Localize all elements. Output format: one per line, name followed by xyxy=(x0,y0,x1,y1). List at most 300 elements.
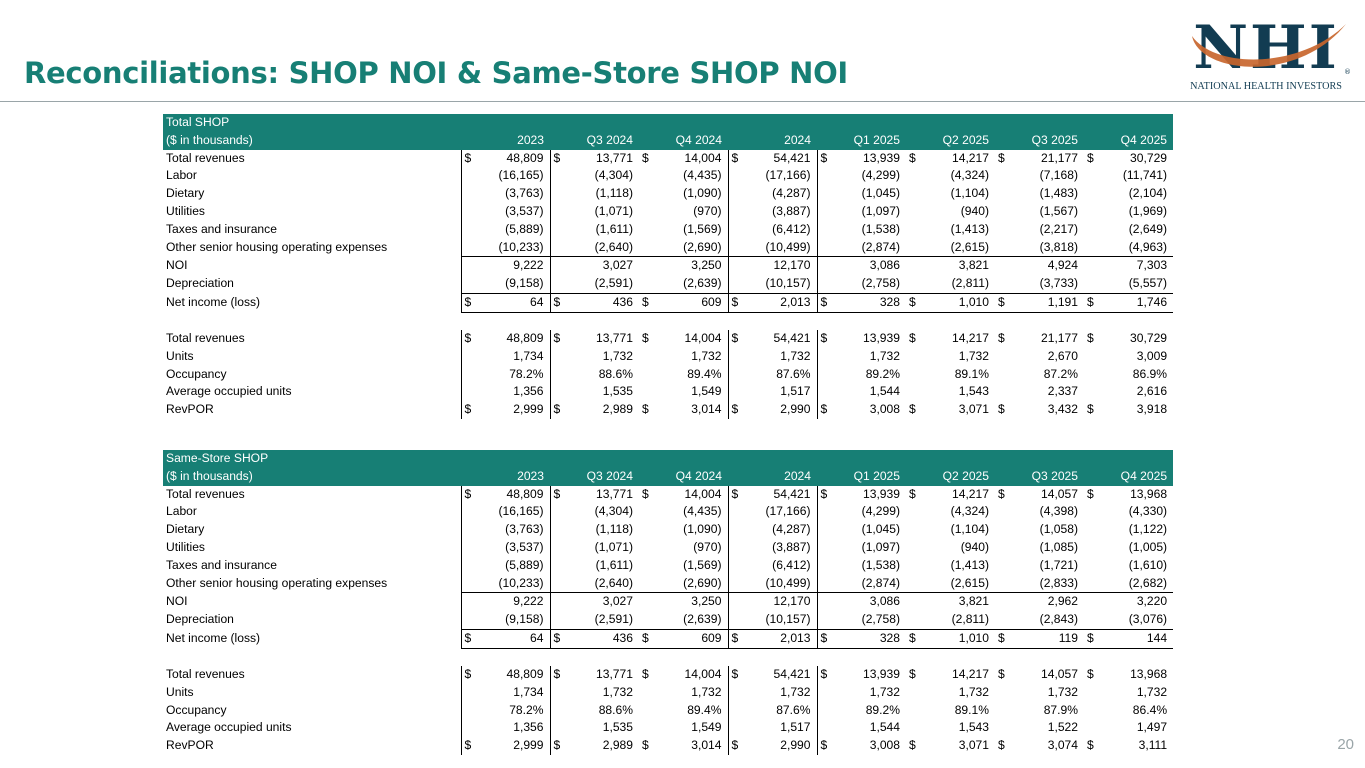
cell-value: 1,535 xyxy=(602,384,633,399)
currency-symbol: $ xyxy=(998,486,1005,501)
table-row xyxy=(163,257,1173,275)
table-cell xyxy=(639,737,728,755)
cell-value: (940) xyxy=(960,539,989,554)
table-cell xyxy=(1084,383,1173,401)
cell-value: 30,729 xyxy=(1130,150,1168,165)
cell-value: (4,299) xyxy=(861,168,900,183)
table-cell xyxy=(639,521,728,539)
table-cell xyxy=(906,203,995,221)
table-cell xyxy=(461,648,550,666)
row-label: Total revenues xyxy=(166,331,245,346)
table-cell xyxy=(550,521,639,539)
table-cell xyxy=(995,401,1084,419)
table-cell xyxy=(906,557,995,575)
table-cell xyxy=(995,383,1084,401)
table-cell xyxy=(550,167,639,185)
cell-value: (4,435) xyxy=(683,504,722,519)
cell-value: 1,497 xyxy=(1136,720,1168,735)
cell-value: (3,887) xyxy=(772,203,811,218)
cell-value: 3,009 xyxy=(1136,348,1168,363)
currency-symbol: $ xyxy=(998,630,1005,645)
cell-value: 3,008 xyxy=(869,738,900,753)
cell-value: (1,058) xyxy=(1039,522,1078,537)
cell-value: (1,538) xyxy=(861,221,900,236)
currency-symbol: $ xyxy=(909,402,916,417)
row-label: Other senior housing operating expenses xyxy=(166,575,388,590)
cell-value: (7,168) xyxy=(1039,168,1078,183)
cell-value: (3,763) xyxy=(505,186,544,201)
column-header: Q2 2025 xyxy=(906,132,995,150)
cell-value: (1,611) xyxy=(595,221,633,236)
cell-value: 89.1% xyxy=(954,702,989,717)
cell-value: 3,014 xyxy=(691,738,722,753)
table-cell xyxy=(728,557,817,575)
table-cell xyxy=(461,366,550,384)
table-cell xyxy=(1084,348,1173,366)
table-cell xyxy=(817,684,906,702)
cell-value: 1,543 xyxy=(958,384,989,399)
table-cell xyxy=(1084,611,1173,629)
table-cell xyxy=(906,257,995,275)
cell-value: (4,398) xyxy=(1039,504,1078,519)
cell-value: 13,771 xyxy=(596,150,633,165)
currency-symbol: $ xyxy=(553,738,561,753)
table-row xyxy=(163,221,1173,239)
row-label: Depreciation xyxy=(166,612,234,627)
currency-symbol: $ xyxy=(553,150,561,165)
cell-value: (3,537) xyxy=(505,203,544,218)
table-cell xyxy=(728,611,817,629)
cell-value: (11,741) xyxy=(1122,168,1168,183)
table-cell xyxy=(817,521,906,539)
table-cell xyxy=(995,293,1084,312)
row-label xyxy=(163,312,461,330)
table-cell xyxy=(1084,702,1173,720)
table-cell xyxy=(728,521,817,539)
cell-value: (1,045) xyxy=(861,522,900,537)
table-cell xyxy=(728,366,817,384)
table-cell xyxy=(906,593,995,611)
page-number: 20 xyxy=(1337,736,1354,753)
table-cell xyxy=(550,185,639,203)
table-cell xyxy=(461,383,550,401)
cell-value: (2,591) xyxy=(594,276,633,291)
table-cell xyxy=(817,330,906,348)
row-label: Total revenues xyxy=(166,667,245,682)
table-cell xyxy=(461,486,550,504)
currency-symbol: $ xyxy=(731,150,739,165)
table-cell xyxy=(906,312,995,330)
cell-value: 436 xyxy=(612,630,633,645)
table-header-title-row xyxy=(163,450,1173,468)
cell-value: 1,732 xyxy=(602,684,633,699)
column-header: Q4 2025 xyxy=(1084,132,1173,150)
row-label: Total revenues xyxy=(166,486,245,501)
table-cell xyxy=(1084,648,1173,666)
currency-symbol: $ xyxy=(464,150,472,165)
table-cell xyxy=(728,684,817,702)
table-header-columns-row xyxy=(163,132,1173,150)
cell-value: 7,303 xyxy=(1136,258,1168,273)
table-cell xyxy=(728,167,817,185)
table-cell xyxy=(461,719,550,737)
cell-value: 87.9% xyxy=(1043,702,1078,717)
table-cell xyxy=(461,737,550,755)
currency-symbol: $ xyxy=(998,667,1005,682)
currency-symbol: $ xyxy=(820,667,828,682)
cell-value: (1,610) xyxy=(1128,557,1168,572)
currency-symbol: $ xyxy=(820,402,828,417)
cell-value: 328 xyxy=(879,630,900,645)
table-cell xyxy=(995,684,1084,702)
table-cell xyxy=(550,486,639,504)
table-cell xyxy=(906,239,995,257)
table-title: Total SHOP xyxy=(163,114,1173,132)
currency-symbol: $ xyxy=(820,150,828,165)
table-cell xyxy=(550,593,639,611)
table-cell xyxy=(817,348,906,366)
table-row xyxy=(163,150,1173,168)
column-header: 2023 xyxy=(461,468,550,486)
cell-value: (2,758) xyxy=(861,612,900,627)
table-cell xyxy=(995,648,1084,666)
cell-value: (2,591) xyxy=(594,612,633,627)
table-cell xyxy=(995,719,1084,737)
column-header: 2024 xyxy=(728,468,817,486)
cell-value: (2,833) xyxy=(1039,575,1078,590)
cell-value: (4,324) xyxy=(950,504,989,519)
currency-symbol: $ xyxy=(820,630,828,645)
table-row xyxy=(163,503,1173,521)
currency-symbol: $ xyxy=(1087,486,1094,501)
table-cell xyxy=(639,366,728,384)
table-cell xyxy=(550,666,639,684)
table-cell xyxy=(728,702,817,720)
currency-symbol: $ xyxy=(820,294,828,309)
table-cell xyxy=(728,348,817,366)
table-cell xyxy=(461,593,550,611)
cell-value: (10,499) xyxy=(765,575,811,590)
cell-value: (1,611) xyxy=(595,557,633,572)
table-cell xyxy=(550,684,639,702)
cell-value: (17,166) xyxy=(765,168,811,183)
cell-value: (5,889) xyxy=(505,221,544,236)
cell-value: 54,421 xyxy=(773,331,811,346)
table-cell xyxy=(906,666,995,684)
currency-symbol: $ xyxy=(731,738,739,753)
table-cell xyxy=(906,486,995,504)
table-cell xyxy=(728,719,817,737)
table-cell xyxy=(550,348,639,366)
cell-value: 14,057 xyxy=(1041,486,1078,501)
table-cell xyxy=(906,401,995,419)
cell-value: (2,682) xyxy=(1128,575,1168,590)
table-cell xyxy=(995,503,1084,521)
table-cell xyxy=(728,275,817,293)
cell-value: 1,732 xyxy=(869,684,900,699)
cell-value: (2,690) xyxy=(683,575,722,590)
table-cell xyxy=(639,150,728,168)
cell-value: (6,412) xyxy=(772,557,811,572)
table-cell xyxy=(995,611,1084,629)
table-cell xyxy=(817,629,906,648)
page-title: Reconciliations: SHOP NOI & Same-Store SHOP NOI xyxy=(24,56,848,90)
table-cell xyxy=(550,629,639,648)
table-cell xyxy=(1084,684,1173,702)
table-cell xyxy=(550,383,639,401)
column-header: 2023 xyxy=(461,132,550,150)
table-cell xyxy=(550,503,639,521)
table-cell xyxy=(1084,719,1173,737)
cell-value: (1,413) xyxy=(950,221,989,236)
cell-value: 13,771 xyxy=(596,667,633,682)
cell-value: 1,732 xyxy=(691,684,722,699)
table-cell xyxy=(995,575,1084,593)
cell-value: 87.6% xyxy=(776,702,811,717)
cell-value: 78.2% xyxy=(509,702,544,717)
currency-symbol: $ xyxy=(642,738,649,753)
cell-value: 86.9% xyxy=(1132,366,1168,381)
cell-value: 13,771 xyxy=(596,331,633,346)
table-cell xyxy=(1084,366,1173,384)
table-cell xyxy=(817,366,906,384)
cell-value: (940) xyxy=(960,203,989,218)
row-label: RevPOR xyxy=(166,402,214,417)
table-cell xyxy=(550,275,639,293)
cell-value: 3,250 xyxy=(691,594,722,609)
currency-symbol: $ xyxy=(909,150,916,165)
row-label: Labor xyxy=(166,168,197,183)
cell-value: 54,421 xyxy=(773,486,811,501)
table-cell xyxy=(550,401,639,419)
cell-value: (970) xyxy=(693,539,722,554)
cell-value: 89.4% xyxy=(687,366,722,381)
cell-value: 54,421 xyxy=(773,667,811,682)
cell-value: (4,287) xyxy=(772,186,811,201)
cell-value: 3,071 xyxy=(958,738,989,753)
table-cell xyxy=(995,486,1084,504)
cell-value: (2,843) xyxy=(1039,612,1078,627)
table-cell xyxy=(906,221,995,239)
cell-value: (1,097) xyxy=(861,539,900,554)
cell-value: 2,670 xyxy=(1047,348,1078,363)
table-cell xyxy=(550,293,639,312)
cell-value: (2,811) xyxy=(951,612,989,627)
table-cell xyxy=(995,330,1084,348)
cell-value: 13,939 xyxy=(863,150,900,165)
currency-symbol: $ xyxy=(731,630,739,645)
cell-value: (2,811) xyxy=(951,276,989,291)
cell-value: (16,165) xyxy=(498,504,544,519)
cell-value: (1,122) xyxy=(1128,522,1168,537)
table-cell xyxy=(550,719,639,737)
table-cell xyxy=(817,503,906,521)
table-row xyxy=(163,666,1173,684)
cell-value: (1,090) xyxy=(683,522,722,537)
table-cell xyxy=(639,719,728,737)
cell-value: (2,640) xyxy=(594,575,633,590)
table-cell xyxy=(817,203,906,221)
cell-value: (2,615) xyxy=(950,239,989,254)
cell-value: (1,413) xyxy=(950,557,989,572)
cell-value: (970) xyxy=(693,203,722,218)
table-cell xyxy=(461,330,550,348)
currency-symbol: $ xyxy=(553,331,561,346)
cell-value: 48,809 xyxy=(506,331,544,346)
column-header: Q3 2025 xyxy=(995,132,1084,150)
cell-value: (1,104) xyxy=(950,186,989,201)
cell-value: 1,732 xyxy=(958,684,989,699)
column-header: Q1 2025 xyxy=(817,468,906,486)
row-label: Dietary xyxy=(166,186,205,201)
cell-value: (1,569) xyxy=(683,221,722,236)
currency-symbol: $ xyxy=(464,738,472,753)
table-cell xyxy=(728,401,817,419)
currency-symbol: $ xyxy=(909,630,916,645)
cell-value: 13,939 xyxy=(863,667,900,682)
table-row xyxy=(163,293,1173,312)
table-cell xyxy=(1084,557,1173,575)
table-cell xyxy=(461,221,550,239)
table-row xyxy=(163,330,1173,348)
table-cell xyxy=(550,330,639,348)
table-cell xyxy=(461,401,550,419)
table-cell xyxy=(461,293,550,312)
cell-value: 3,220 xyxy=(1136,594,1168,609)
currency-symbol: $ xyxy=(909,294,916,309)
cell-value: 328 xyxy=(879,294,900,309)
table-row xyxy=(163,239,1173,257)
cell-value: 1,734 xyxy=(513,684,544,699)
cell-value: (1,005) xyxy=(1128,539,1168,554)
same-store-shop-table xyxy=(163,450,1173,755)
cell-value: (1,721) xyxy=(1039,557,1078,572)
cell-value: 1,517 xyxy=(780,720,811,735)
cell-value: 14,004 xyxy=(684,667,722,682)
cell-value: (10,233) xyxy=(498,575,544,590)
cell-value: 3,821 xyxy=(958,258,989,273)
table-row xyxy=(163,275,1173,293)
row-label: Net income (loss) xyxy=(166,630,261,645)
table-cell xyxy=(550,203,639,221)
row-label: Units xyxy=(166,348,194,363)
table-cell xyxy=(728,203,817,221)
cell-value: 3,250 xyxy=(691,258,722,273)
table-cell xyxy=(728,666,817,684)
table-cell xyxy=(1084,257,1173,275)
cell-value: 1,732 xyxy=(1136,684,1168,699)
table-cell xyxy=(817,486,906,504)
table-cell xyxy=(550,557,639,575)
table-cell xyxy=(1084,312,1173,330)
cell-value: (2,874) xyxy=(861,239,900,254)
column-header: 2024 xyxy=(728,132,817,150)
cell-value: 14,004 xyxy=(684,150,722,165)
cell-value: (1,085) xyxy=(1039,539,1078,554)
table-cell xyxy=(906,702,995,720)
table-cell xyxy=(550,312,639,330)
currency-symbol: $ xyxy=(642,150,649,165)
column-header: Q4 2024 xyxy=(639,132,728,150)
cell-value: 1,544 xyxy=(869,384,900,399)
table-cell xyxy=(995,150,1084,168)
currency-symbol: $ xyxy=(553,667,561,682)
table-row xyxy=(163,575,1173,593)
cell-value: 14,217 xyxy=(952,150,989,165)
cell-value: 2,013 xyxy=(780,630,811,645)
table-cell xyxy=(906,737,995,755)
table-cell xyxy=(639,348,728,366)
cell-value: 64 xyxy=(530,294,544,309)
cell-value: (4,304) xyxy=(594,504,633,519)
table-row xyxy=(163,629,1173,648)
cell-value: 13,968 xyxy=(1130,486,1168,501)
table-cell xyxy=(817,557,906,575)
currency-symbol: $ xyxy=(464,294,472,309)
table-row xyxy=(163,401,1173,419)
table-header-columns-row xyxy=(163,468,1173,486)
table-cell xyxy=(906,383,995,401)
table-cell xyxy=(1084,486,1173,504)
row-label: RevPOR xyxy=(166,738,214,753)
table-cell xyxy=(995,521,1084,539)
table-cell xyxy=(906,539,995,557)
table-cell xyxy=(461,185,550,203)
table-cell xyxy=(461,239,550,257)
table-cell xyxy=(461,629,550,648)
table-cell xyxy=(728,575,817,593)
row-label: Labor xyxy=(166,504,197,519)
table-cell xyxy=(817,539,906,557)
cell-value: (2,649) xyxy=(1128,221,1168,236)
cell-value: (4,330) xyxy=(1128,504,1168,519)
table-row xyxy=(163,539,1173,557)
table-cell xyxy=(995,557,1084,575)
table-cell xyxy=(817,737,906,755)
table-cell xyxy=(817,257,906,275)
cell-value: (2,639) xyxy=(683,612,722,627)
table-cell xyxy=(728,150,817,168)
table-cell xyxy=(639,503,728,521)
cell-value: (1,118) xyxy=(595,522,633,537)
cell-value: (3,537) xyxy=(505,539,544,554)
cell-value: (1,969) xyxy=(1128,203,1168,218)
cell-value: (4,435) xyxy=(683,168,722,183)
cell-value: (2,640) xyxy=(594,239,633,254)
table-cell xyxy=(728,737,817,755)
column-header: Q1 2025 xyxy=(817,132,906,150)
table-cell xyxy=(461,150,550,168)
table-cell xyxy=(906,293,995,312)
table-cell xyxy=(817,719,906,737)
cell-value: 2,337 xyxy=(1047,384,1078,399)
column-header: Q3 2024 xyxy=(550,468,639,486)
table-cell xyxy=(461,575,550,593)
cell-value: 14,217 xyxy=(952,667,989,682)
table-cell xyxy=(995,666,1084,684)
table-cell xyxy=(1084,275,1173,293)
table-cell xyxy=(995,348,1084,366)
currency-symbol: $ xyxy=(820,331,828,346)
row-label: Utilities xyxy=(166,203,205,218)
cell-value: 609 xyxy=(701,294,722,309)
table-cell xyxy=(995,221,1084,239)
cell-value: 144 xyxy=(1146,630,1168,645)
table-cell xyxy=(1084,185,1173,203)
table-row xyxy=(163,521,1173,539)
table-cell xyxy=(639,666,728,684)
table-cell xyxy=(1084,575,1173,593)
